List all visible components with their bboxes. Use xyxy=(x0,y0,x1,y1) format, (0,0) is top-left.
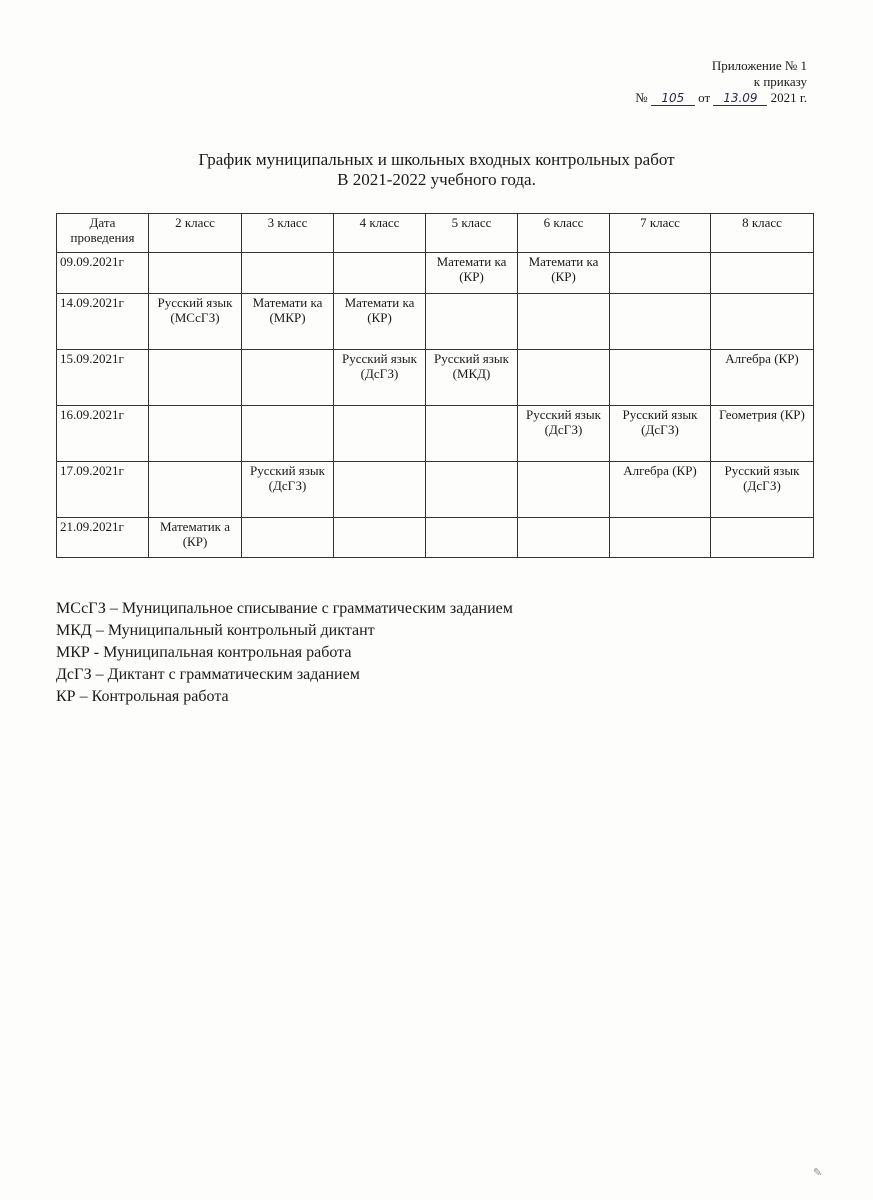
table-cell xyxy=(334,518,426,558)
table-cell xyxy=(518,518,610,558)
table-cell: Русский язык (ДсГЗ) xyxy=(242,462,334,518)
order-number-handwritten: 105 xyxy=(651,92,695,106)
table-cell xyxy=(334,406,426,462)
table-cell xyxy=(149,253,242,294)
date-cell: 14.09.2021г xyxy=(57,294,149,350)
legend-item: ДсГЗ – Диктант с грамматическим заданием xyxy=(56,666,360,683)
table-cell xyxy=(518,294,610,350)
header-cell: 3 класс xyxy=(242,214,334,253)
table-cell: Русский язык (МКД) xyxy=(426,350,518,406)
legend-item: КР – Контрольная работа xyxy=(56,688,229,705)
table-cell xyxy=(149,406,242,462)
table-cell xyxy=(242,350,334,406)
title-line-1: График муниципальных и школьных входных контрольных работ xyxy=(198,150,675,169)
table-cell xyxy=(518,462,610,518)
abbreviation-legend xyxy=(56,598,513,708)
table-row xyxy=(57,462,814,518)
table-row xyxy=(57,406,814,462)
table-cell xyxy=(610,518,711,558)
table-cell: Русский язык (ДсГЗ) xyxy=(711,462,814,518)
table-cell: Геометрия (КР) xyxy=(711,406,814,462)
table-header-row xyxy=(57,214,814,253)
table-cell xyxy=(149,350,242,406)
header-cell: 8 класс xyxy=(711,214,814,253)
legend-item: МКД – Муниципальный контрольный диктант xyxy=(56,622,375,639)
appendix-title: Приложение № 1 xyxy=(711,58,807,73)
table-cell xyxy=(242,253,334,294)
table-cell: Математи ка (КР) xyxy=(426,253,518,294)
table-cell: Математик а (КР) xyxy=(149,518,242,558)
date-cell: 09.09.2021г xyxy=(57,253,149,294)
table-row xyxy=(57,294,814,350)
table-cell xyxy=(242,518,334,558)
legend-item: МКР - Муниципальная контрольная работа xyxy=(56,644,352,661)
order-date-handwritten: 13.09 xyxy=(713,92,767,106)
table-cell xyxy=(711,253,814,294)
table-cell xyxy=(518,350,610,406)
table-cell: Математи ка (МКР) xyxy=(242,294,334,350)
title-line-2: В 2021-2022 учебного года. xyxy=(337,170,536,189)
legend-item: МСсГЗ – Муниципальное списывание с грамматическим заданием xyxy=(56,600,513,617)
date-cell: 16.09.2021г xyxy=(57,406,149,462)
table-row xyxy=(57,350,814,406)
date-cell: 15.09.2021г xyxy=(57,350,149,406)
table-cell xyxy=(610,253,711,294)
table-cell xyxy=(426,406,518,462)
table-cell: Русский язык (ДсГЗ) xyxy=(334,350,426,406)
appendix-order-details xyxy=(635,90,807,106)
table-cell xyxy=(242,406,334,462)
document-title xyxy=(0,150,873,190)
header-cell: 5 класс xyxy=(426,214,518,253)
scan-mark-icon: ✎ xyxy=(813,1166,823,1179)
schedule-table xyxy=(56,213,814,558)
table-cell xyxy=(149,462,242,518)
header-cell: 2 класс xyxy=(149,214,242,253)
appendix-order-label: к приказу xyxy=(753,74,807,89)
date-cell: 17.09.2021г xyxy=(57,462,149,518)
table-cell: Алгебра (КР) xyxy=(610,462,711,518)
table-cell: Русский язык (ДсГЗ) xyxy=(518,406,610,462)
table-row xyxy=(57,253,814,294)
table-cell xyxy=(610,350,711,406)
table-cell xyxy=(334,253,426,294)
table-row xyxy=(57,518,814,558)
table-cell xyxy=(711,294,814,350)
table-cell xyxy=(426,518,518,558)
table-cell xyxy=(610,294,711,350)
header-cell: 4 класс xyxy=(334,214,426,253)
order-year: 2021 г. xyxy=(770,90,807,105)
header-cell: Дата проведения xyxy=(57,214,149,253)
table-cell: Математи ка (КР) xyxy=(334,294,426,350)
date-cell: 21.09.2021г xyxy=(57,518,149,558)
order-date-prefix: от xyxy=(698,90,711,105)
table-cell xyxy=(711,518,814,558)
header-cell: 6 класс xyxy=(518,214,610,253)
table-cell: Русский язык (ДсГЗ) xyxy=(610,406,711,462)
header-cell: 7 класс xyxy=(610,214,711,253)
table-cell xyxy=(426,294,518,350)
table-cell: Математи ка (КР) xyxy=(518,253,610,294)
table-cell: Алгебра (КР) xyxy=(711,350,814,406)
table-cell xyxy=(334,462,426,518)
table-cell: Русский язык (МСсГЗ) xyxy=(149,294,242,350)
table-cell xyxy=(426,462,518,518)
appendix-header xyxy=(635,58,807,106)
order-number-prefix: № xyxy=(635,90,648,105)
